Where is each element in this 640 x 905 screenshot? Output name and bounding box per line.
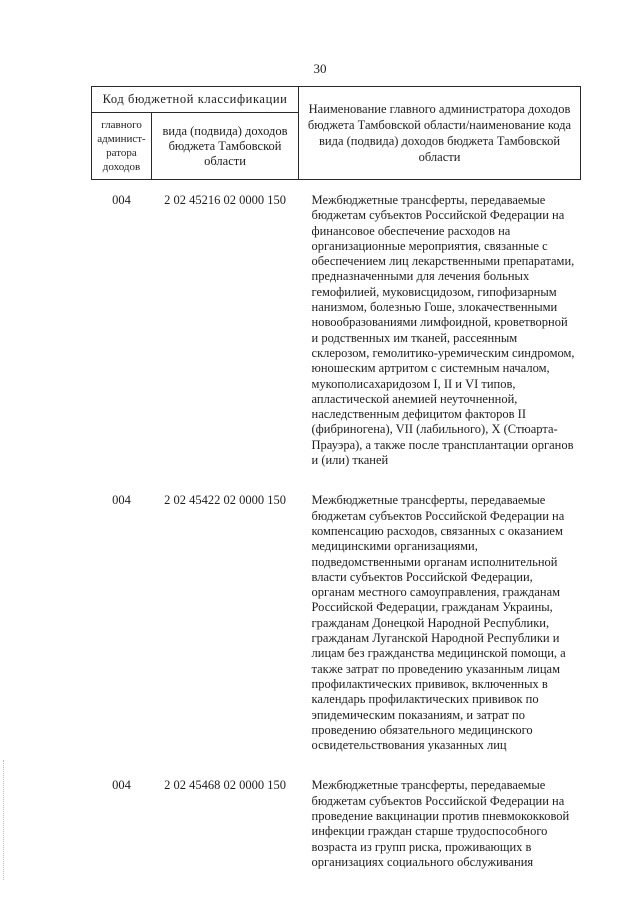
income-description: Межбюджетные трансферты, передаваемые бюджетам субъектов Российской Федерации на компенсацию расходов, связанных с оказанием медицинскими организациями, подведомственными органам исполнительной власти субъектов Российской Федерации, органам местного самоуправления, гражданам Российской Федерации, гражданам Украины, гражданам Донецкой Народной Республики, гражданам Луганской Народной Республики и лицам без гражданства медицинской помощи, а также затрат по проведению указанным лицам профилактических прививок, включенных в календарь профилактических прививок по эпидемическим показаниям, и затрат по проведению обязательного медицинского освидетельствования указанных лиц: [311, 493, 566, 753]
table-body: [92, 180, 581, 871]
table-row: [92, 489, 581, 753]
income-description: Межбюджетные трансферты, передаваемые бюджетам субъектов Российской Федерации на проведение вакцинации против пневмококковой инфекции граждан старше трудоспособного возраста из групп риска, проживающих в организациях социального обслуживания: [311, 778, 570, 869]
table-row: [92, 774, 581, 870]
header-classification-code: Код бюджетной классификации: [92, 87, 299, 113]
page-number: 30: [313, 61, 327, 76]
header-admin-code: главного админист-ратора доходов: [92, 113, 152, 180]
header-income-kind: вида (подвида) доходов бюджета Тамбовской области: [152, 113, 299, 180]
income-description: Межбюджетные трансферты, передаваемые бюджетам субъектов Российской Федерации на финансовое обеспечение расходов на организационные мероприятия, связанные с обеспечением лиц лекарственными препаратами, предназначенными для лечения больных гемофилией, муковисцидозом, гипофизарным нанизмом, болезнью Гоше, злокачественными новообразованиями лимфоидной, кроветворной и родственных им тканей, рассеянным склерозом, гемолитико-уремическим синдромом, юношеским артритом с системным началом, мукополисахаридозом I, II и VI типов, апластической анемией неуточненной, наследственным дефицитом факторов II (фибриногена), VII (лабильного), X (Стюарта-Прауэра), а также после трансплантации органов и (или) тканей: [311, 193, 575, 468]
income-code: 2 02 45216 02 0000 150: [164, 193, 286, 207]
table-row: [92, 189, 581, 468]
income-code: 2 02 45422 02 0000 150: [164, 493, 286, 508]
income-code: 2 02 45468 02 0000 150: [164, 778, 286, 793]
scan-margin-mark: [3, 760, 6, 880]
admin-code: 004: [112, 493, 131, 508]
admin-code: 004: [112, 193, 131, 207]
table-header: [92, 87, 581, 180]
budget-classification-table: [91, 86, 581, 870]
admin-code: 004: [112, 778, 131, 793]
header-name: Наименование главного администратора доходов бюджета Тамбовской области/наименование кода вида (подвида) доходов бюджета Тамбовской области: [299, 87, 581, 180]
